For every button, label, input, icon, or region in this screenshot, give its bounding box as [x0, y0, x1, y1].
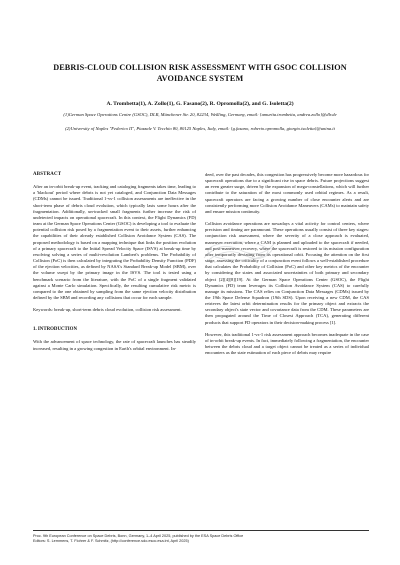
- intro-paragraph-3: However, this traditional 1-vs-1 risk assessment approach becomes inadequate in the case of in-orbit break-up events. In fact, immediately following a fragmentation, the encounter between the debris cloud and a target object cannot be treated as a series of individual encounters as the state estimation of each piece of debris may require: [205, 331, 369, 356]
- left-column: [33, 172, 196, 358]
- right-column: [205, 172, 369, 362]
- footer-line-1: Proc. 9th European Conference on Space Debris, Bonn, Germany, 1–4 April 2025, published by the ESA Space Debris Office: [33, 534, 244, 538]
- abstract-text: After an in-orbit break-up event, tracking and cataloging fragments takes time, leading to a 'blackout' period where debris is not yet cataloged, and Conjunction Data Messages (CDMs) cannot be issued. Traditional 1-vs-1 collision assessments are ineffective in the short-term phase of debris cloud evolution, which typically lasts some hours after the fragmentation. Additionally, un-tracked small fragments further increase the risk of undetected impacts on operational spacecraft. In this context, the Flight Dynamics (FD) team at the German Space Operations Center (GSOC) is developing a tool to evaluate the potential collision risk posed by a fragmentation event to their assets, further enhancing the capabilities of their already established Collision Avoidance System (CAS). The proposed methodology is based on a mapping technique that links the position evolution of a primary spacecraft to the Initial Spread Velocity Space (ISVS) at break-up time by resolving solving a series of multi-revolution Lambert's problems. The Probability of Collision (PoC) is then calculated by integrating the Probability Density Function (PDF) of the ejection velocities, as defined by NASA's Standard Break-up Model (SBM), over the volume swept by the primary image in the ISVS. The tool is tested using a benchmark scenario from the literature, with the PoC of a single fragment validated against a Monte Carlo simulation. Specifically, the resulting cumulative risk metric is compared to the one obtained by sampling from the same ejection velocity distribution defined by the SBM and recording any collisions that occur for each sample.: [33, 184, 196, 300]
- author-list: A. Trombetta(1), A. Zollo(1), G. Fasano(2), R. Opromolla(2), and G. Isoletta(2): [106, 101, 294, 107]
- paper-title: DEBRIS-CLOUD COLLISION RISK ASSESSMENT WITH GSOC COLLISION AVOIDANCE SYSTEM: [53, 63, 347, 83]
- proceedings-footer: [33, 534, 369, 544]
- footer-divider: [33, 530, 369, 531]
- intro-paragraph-2: Collision avoidance operations are nowadays a vital activity for control centers, where precision and timing are paramount. These operations usually consist of three key stages: conjunction risk assessment, where the severity of a close approach is evaluated, maneuver execution, where a CAM is planned and uploaded to the spacecraft if needed, and post-maneuver recovery, where the spacecraft is restored to its mission configuration after temporarily deviating from its operational orbit. Focusing the attention on the first stage, assessing the criticality of a conjunction event follows a well-established procedure that calculates the Probability of Collision (PoC) and other key metrics of the encounter by considering the states and associated uncertainties of both primary and secondary object [2][4][8][19]. At the German Space Operations Center (GSOC), the Flight Dynamics (FD) team leverages its Collision Avoidance System (CAS) to carefully manage its missions. The CAS relies on Conjunction Data Messages (CDMs) issued by the 19th Space Defense Squadron (19th SDS). Upon receiving a new CDM, the CAS retrieves the latest orbit determination results for the primary object and extracts the secondary object's state vector and covariance data from the CDM. These parameters are then propagated around the Time of Closest Approach (TCA), generating different products that support FD operators in their decision-making process [1].: [205, 221, 369, 325]
- abstract-heading: ABSTRACT: [33, 172, 62, 177]
- introduction-heading: 1. INTRODUCTION: [33, 327, 78, 333]
- affiliation-1: (1)German Space Operations Centre (GSOC), DLR, Münchener Str. 20, 82234, Weßling, Germany, email: {amurita.trombetta, andrea.zollo}@dlr.de: [63, 112, 337, 117]
- keywords: Keywords: break-up, short-term debris cloud evolution, collision risk assessment.: [33, 307, 182, 313]
- footer-line-2: Editors: S. Lemmens, T. Flohrer & F. Schmitz, (http://conference.sdo.esoc.esa.int, April 2025): [33, 539, 189, 544]
- watermark-stamp-icon: [200, 236, 278, 266]
- affiliation-2: (2)University of Naples "Federico II", Piazzale V. Tecchio 80, 80125 Naples, Italy, email: {g.fasano, roberto.opromolla, giorgio.isoletta}@unina.it: [65, 126, 335, 131]
- intro-paragraph-1: deed, over the past decades, this congestion has progressively become more hazardous for spacecraft operations due to a significant rise in space debris. Future projections suggest an even greater surge, driven by the expansion of mega-constellations, which will further contribute to the saturation of the most commonly used orbital regimes. As a result, spacecraft operators are facing a growing number of close encounter alerts and are consistently performing more Collision Avoidance Maneuvers (CAMs) to maintain safety and ensure mission continuity.: [205, 172, 369, 214]
- introduction-text: With the advancement of space technology, the rate of spacecraft launches has steadily increased, resulting in a growing congestion in Earth's orbital environment. In-: [33, 339, 196, 351]
